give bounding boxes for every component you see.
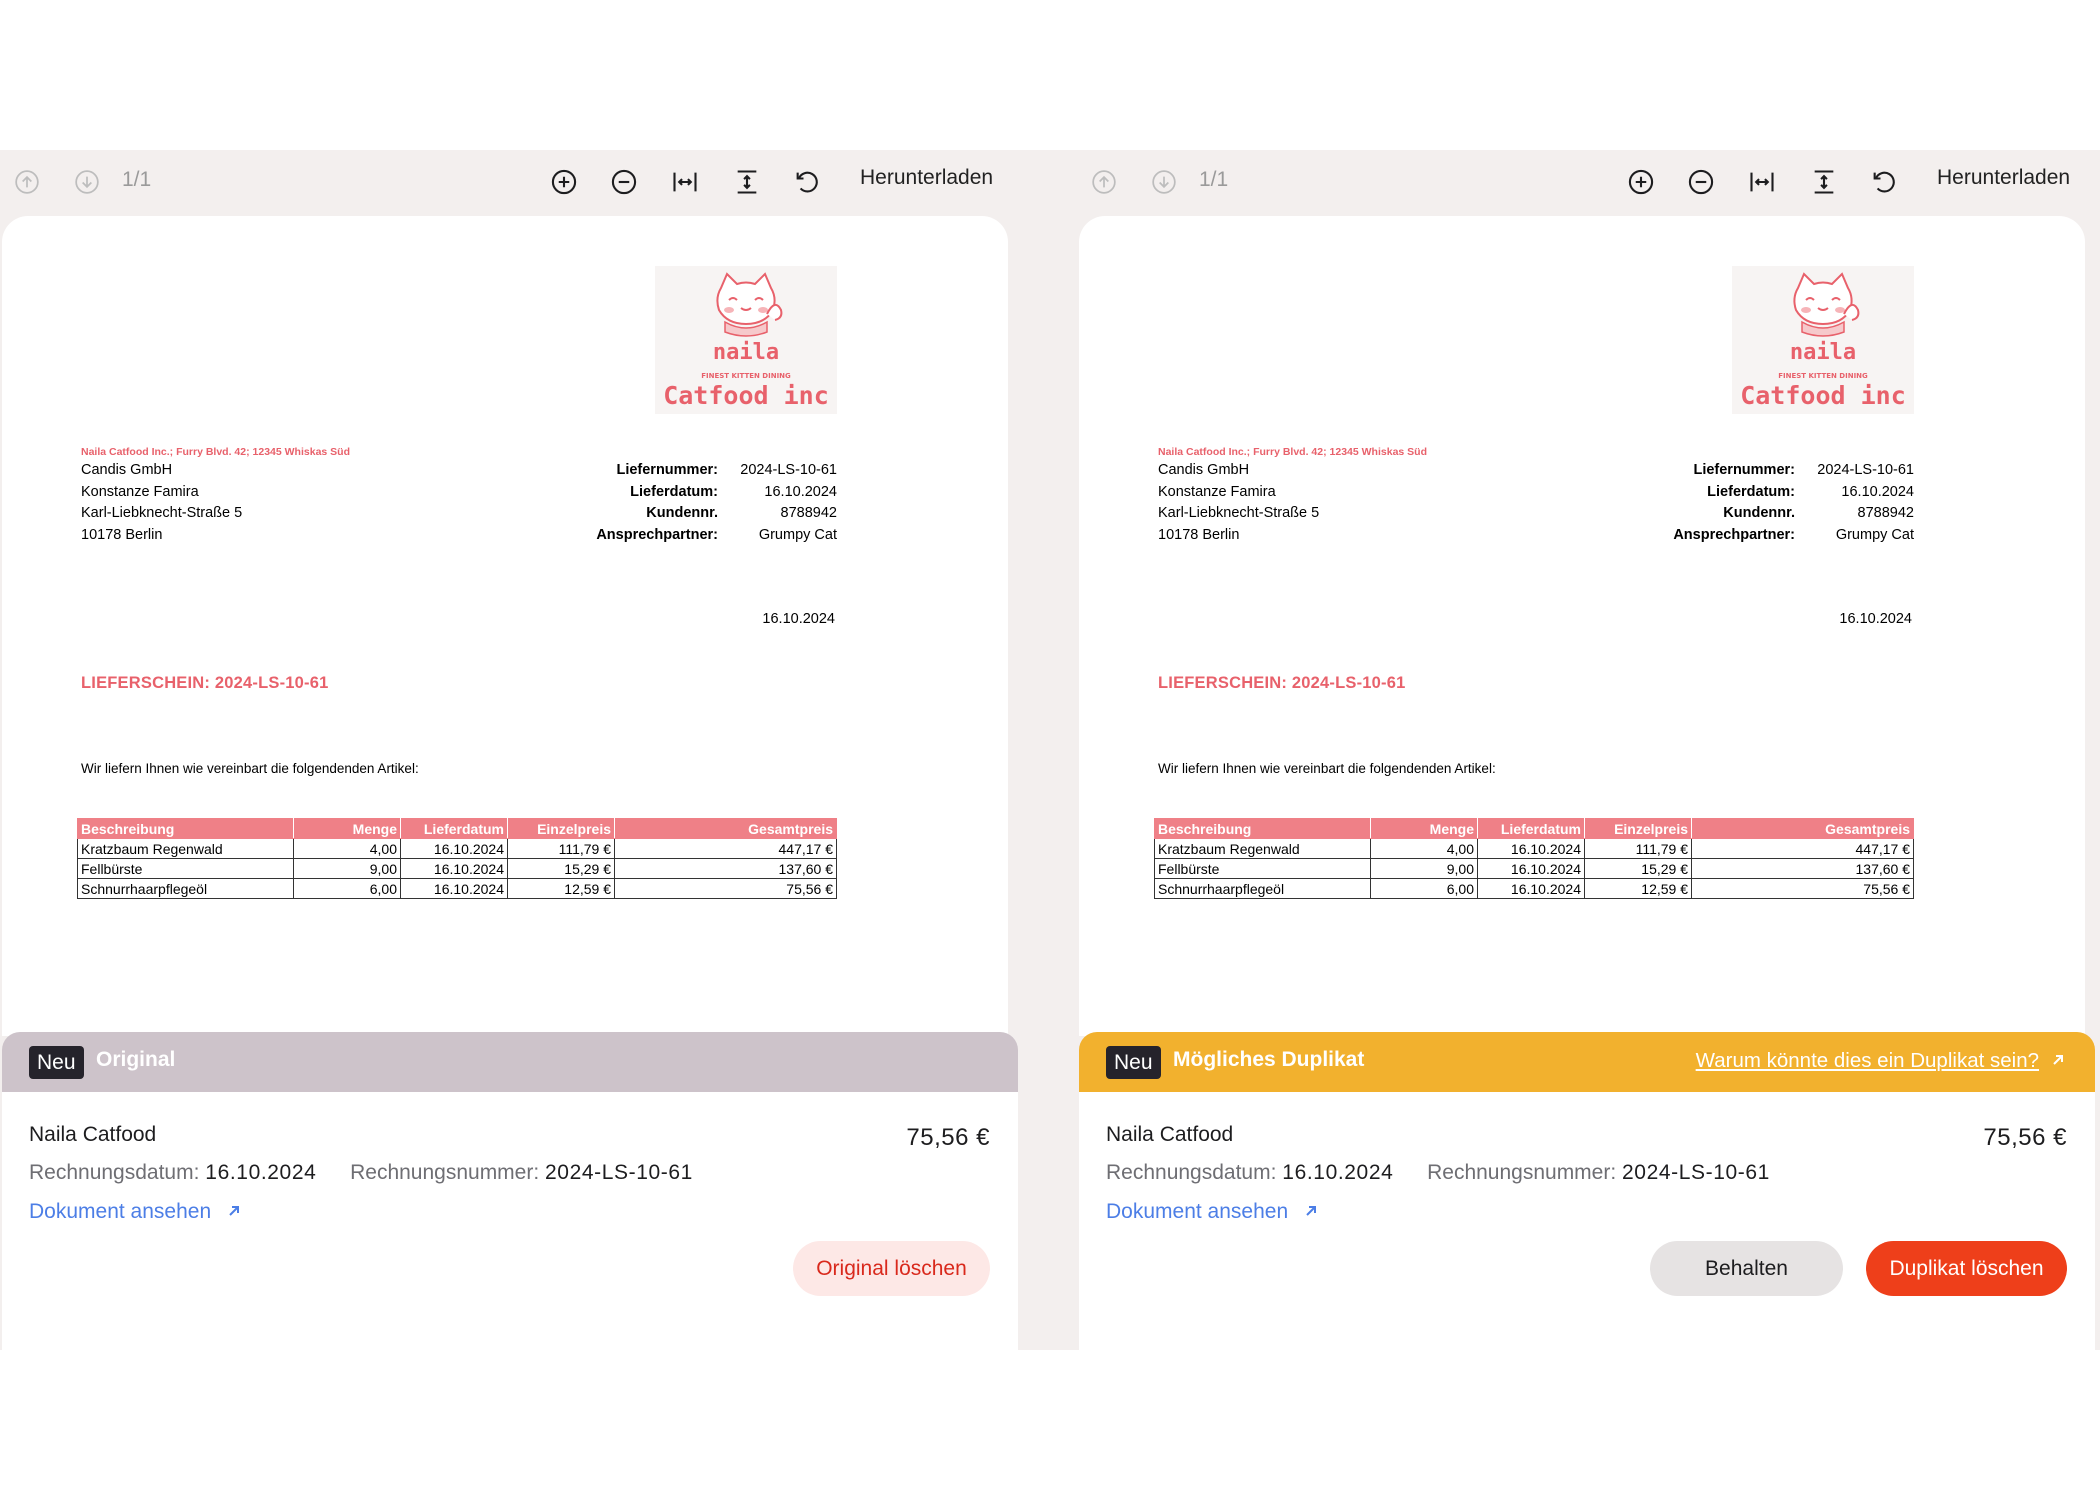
table-cell: 6,00 [1371,879,1478,899]
invoice-card [2,1092,1018,1350]
sender-line: Naila Catfood Inc.; Furry Blvd. 42; 12345 Whiskas Süd [81,446,350,458]
viewer-toolbar [1077,150,2097,216]
download-button[interactable]: Herunterladen [860,166,994,189]
table-cell: 16.10.2024 [1478,879,1585,899]
document-title: LIEFERSCHEIN: 2024-LS-10-61 [81,674,329,692]
table-cell: 12,59 € [1585,879,1692,899]
table-cell: Kratzbaum Regenwald [1155,839,1371,859]
duplicate-document-panel [1077,150,2097,1350]
invoice-number-label: Rechnungsnummer: [350,1161,540,1184]
table-cell: 16.10.2024 [1478,859,1585,879]
address-line: Candis GmbH [1158,462,1250,478]
arrow-up-circle-icon[interactable] [10,165,44,199]
catfood-logo [1732,266,1914,414]
rotate-icon[interactable] [790,165,824,199]
invoice-amount: 75,56 € [1983,1124,2067,1151]
table-header-row [78,819,837,839]
meta-key: Kundennr. [1723,505,1795,521]
original-document-panel [0,150,1020,1350]
view-document-label: Dokument ansehen [29,1200,212,1223]
address-line: Konstanze Famira [81,483,199,500]
document-date: 16.10.2024 [762,611,835,627]
new-badge: Neu [29,1046,84,1079]
card-header [2,1032,1018,1092]
document-title: LIEFERSCHEIN: 2024-LS-10-61 [1158,674,1406,692]
column-header: Beschreibung [78,819,294,839]
arrow-down-circle-icon[interactable] [70,165,104,199]
zoom-out-icon[interactable] [607,165,641,199]
table-cell: 111,79 € [508,839,615,859]
card-header [1079,1032,2095,1092]
svg-text:naila: naila [712,340,780,365]
viewer-toolbar [0,150,1020,216]
table-cell: Schnurrhaarpflegeöl [1155,879,1371,899]
items-table [1154,818,1914,899]
meta-value: 8788942 [780,505,837,521]
delivery-meta [1599,460,1914,546]
page-counter: 1/1 [1199,168,1229,191]
invoice-date-label: Rechnungsdatum: [29,1161,200,1184]
invoice-amount: 75,56 € [906,1124,990,1151]
vendor-name: Naila Catfood [1106,1123,1234,1146]
download-button[interactable]: Herunterladen [1937,166,2071,189]
card-status-label: Mögliches Duplikat [1173,1048,1365,1071]
zoom-out-icon[interactable] [1684,165,1718,199]
column-header: Einzelpreis [1585,819,1692,839]
zoom-in-icon[interactable] [547,165,581,199]
invoice-number: 2024-LS-10-61 [545,1161,693,1184]
table-cell: 9,00 [294,859,401,879]
column-header: Beschreibung [1155,819,1371,839]
table-cell: 4,00 [294,839,401,859]
column-header: Menge [1371,819,1478,839]
table-row [78,859,837,879]
external-arrow-icon [1304,1200,1318,1224]
why-duplicate-label: Warum könnte dies ein Duplikat sein? [1695,1049,2039,1072]
svg-text:Catfood inc: Catfood inc [663,381,829,410]
invoice-facts [1106,1161,1770,1185]
table-row [78,839,837,859]
table-cell: 6,00 [294,879,401,899]
meta-value: Grumpy Cat [758,526,837,543]
invoice-date: 16.10.2024 [205,1161,317,1184]
delivery-note-page [2,216,1008,1036]
meta-key: Ansprechpartner: [1673,526,1795,543]
address-line: Karl-Liebknecht-Straße 5 [81,505,243,521]
fit-height-icon[interactable] [1807,165,1841,199]
meta-value: 2024-LS-10-61 [740,462,837,478]
meta-value: Grumpy Cat [1835,526,1914,543]
intro-text: Wir liefern Ihnen wie vereinbart die folgendenden Artikel: [1158,761,1496,776]
external-arrow-icon [2051,1049,2065,1073]
table-cell: 9,00 [1371,859,1478,879]
address-line: 10178 Berlin [1158,526,1240,543]
table-header-row [1155,819,1914,839]
table-cell: 16.10.2024 [401,839,508,859]
meta-value: 8788942 [1857,505,1914,521]
why-duplicate-link[interactable] [1696,1049,2065,1073]
delivery-meta [522,460,837,546]
card-status-label: Original [96,1048,176,1071]
table-row [78,879,837,899]
delete-original-button[interactable]: Original löschen [793,1241,990,1296]
address-line: 10178 Berlin [81,526,163,543]
external-arrow-icon [227,1200,241,1224]
zoom-in-icon[interactable] [1624,165,1658,199]
table-cell: Fellbürste [78,859,294,879]
column-header: Lieferdatum [401,819,508,839]
column-header: Lieferdatum [1478,819,1585,839]
svg-text:FINEST KITTEN DINING: FINEST KITTEN DINING [1778,372,1868,380]
meta-key: Ansprechpartner: [596,526,718,543]
svg-text:Catfood inc: Catfood inc [1740,381,1906,410]
table-cell: 75,56 € [1692,879,1914,899]
fit-width-icon[interactable] [668,165,702,199]
intro-text: Wir liefern Ihnen wie vereinbart die folgendenden Artikel: [81,761,419,776]
new-badge: Neu [1106,1046,1161,1079]
invoice-facts [29,1161,693,1185]
table-cell: 15,29 € [1585,859,1692,879]
arrow-down-circle-icon[interactable] [1147,165,1181,199]
table-cell: Fellbürste [1155,859,1371,879]
table-cell: 4,00 [1371,839,1478,859]
items-table [77,818,837,899]
arrow-up-circle-icon[interactable] [1087,165,1121,199]
document-date: 16.10.2024 [1839,611,1912,627]
catfood-logo [655,266,837,414]
table-row [1155,879,1914,899]
invoice-date-label: Rechnungsdatum: [1106,1161,1277,1184]
table-cell: 137,60 € [615,859,837,879]
table-cell: Schnurrhaarpflegeöl [78,879,294,899]
sender-line: Naila Catfood Inc.; Furry Blvd. 42; 12345 Whiskas Süd [1158,446,1427,458]
meta-value: 2024-LS-10-61 [1817,462,1914,478]
table-row [1155,839,1914,859]
table-row [1155,859,1914,879]
rotate-icon[interactable] [1867,165,1901,199]
meta-key: Lieferdatum: [1707,483,1795,500]
column-header: Gesamtpreis [1692,819,1914,839]
svg-text:FINEST KITTEN DINING: FINEST KITTEN DINING [701,372,791,380]
address-line: Konstanze Famira [1158,483,1276,500]
meta-key: Liefernummer: [1693,462,1795,478]
table-cell: 447,17 € [615,839,837,859]
delete-duplicate-button[interactable]: Duplikat löschen [1866,1241,2067,1296]
invoice-number: 2024-LS-10-61 [1622,1161,1770,1184]
delivery-note-page [1079,216,2085,1036]
meta-key: Liefernummer: [616,462,718,478]
svg-text:naila: naila [1789,340,1857,365]
table-cell: 75,56 € [615,879,837,899]
meta-value: 16.10.2024 [764,483,837,500]
table-cell: 16.10.2024 [1478,839,1585,859]
fit-width-icon[interactable] [1745,165,1779,199]
column-header: Gesamtpreis [615,819,837,839]
invoice-card [1079,1092,2095,1350]
table-cell: 111,79 € [1585,839,1692,859]
view-document-label: Dokument ansehen [1106,1200,1289,1223]
vendor-name: Naila Catfood [29,1123,157,1146]
recipient-address [81,460,242,546]
page-counter: 1/1 [122,168,152,191]
meta-key: Kundennr. [646,505,718,521]
meta-key: Lieferdatum: [630,483,718,500]
table-cell: 12,59 € [508,879,615,899]
recipient-address [1158,460,1319,546]
table-cell: 137,60 € [1692,859,1914,879]
address-line: Candis GmbH [81,462,173,478]
view-document-link[interactable] [1106,1200,1318,1224]
invoice-number-label: Rechnungsnummer: [1427,1161,1617,1184]
address-line: Karl-Liebknecht-Straße 5 [1158,505,1320,521]
keep-button[interactable]: Behalten [1650,1241,1843,1296]
meta-value: 16.10.2024 [1841,483,1914,500]
table-cell: Kratzbaum Regenwald [78,839,294,859]
fit-height-icon[interactable] [730,165,764,199]
column-header: Einzelpreis [508,819,615,839]
table-cell: 16.10.2024 [401,879,508,899]
invoice-date: 16.10.2024 [1282,1161,1394,1184]
table-cell: 15,29 € [508,859,615,879]
view-document-link[interactable] [29,1200,241,1224]
table-cell: 447,17 € [1692,839,1914,859]
column-header: Menge [294,819,401,839]
table-cell: 16.10.2024 [401,859,508,879]
